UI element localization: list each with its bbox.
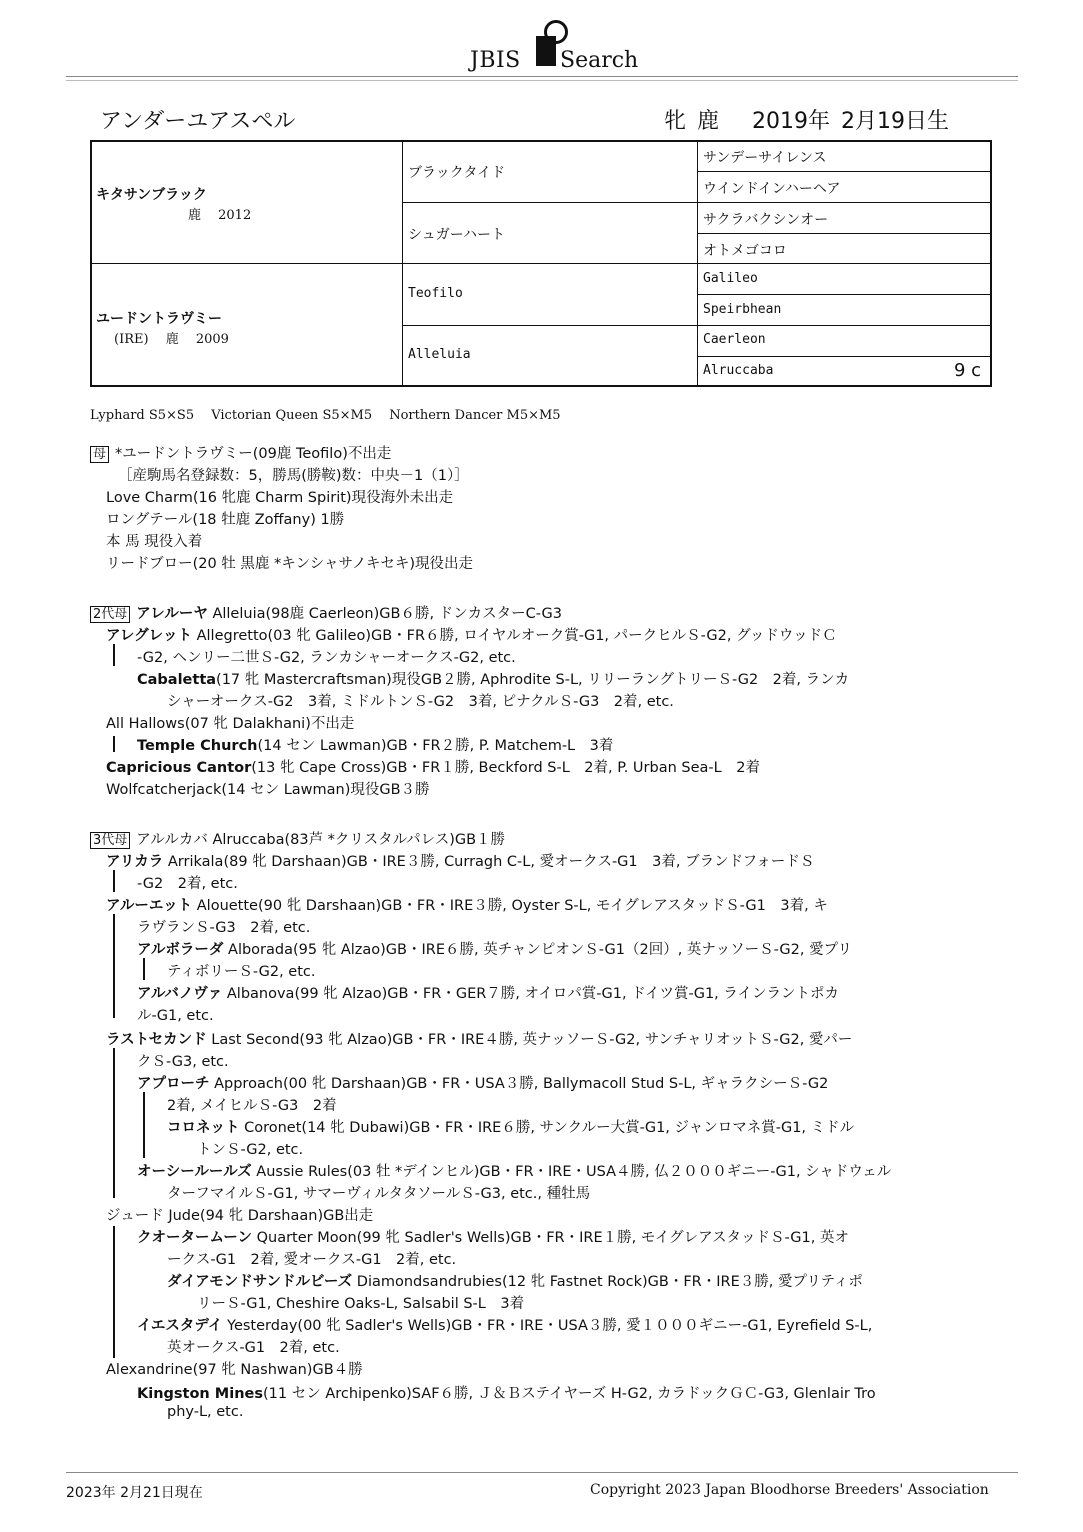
dam-name: ユードントラヴミー <box>96 311 222 327</box>
descent-bar <box>113 644 115 666</box>
section-tag: 3代母 <box>90 832 130 849</box>
pedigree-line: ラストセカンド Last Second(93 牝 Alzao)GB・FR・IRE４勝, 英ナッソーＳ-G2, サンチャリオットＳ-G2, 愛パー <box>106 1032 853 1048</box>
pedigree-line: アルボラーダ Alborada(95 牝 Alzao)GB・IRE６勝, 英チャンピオンＳ-G1（2回）, 英ナッソーＳ-G2, 愛プリ <box>137 942 853 958</box>
pedigree-line: Capricious Cantor(13 牝 Cape Cross)GB・FR１勝, Beckford S-L 2着, P. Urban Sea-L 2着 <box>106 760 760 776</box>
descent-bar <box>113 736 115 752</box>
g3-ancestor: Speirbhean <box>703 302 782 317</box>
pedigree-line: イエスタデイ Yesterday(00 牝 Sadler's Wells)GB・FR・IRE・USA３勝, 愛１０００ギニー-G1, Eyrefield S-L, <box>137 1318 873 1334</box>
g3-ancestor: Galileo <box>703 271 758 286</box>
descent-bar <box>143 958 145 980</box>
pedigree-line: ダイアモンドサンドルビーズ Diamondsandrubies(12 牝 Fastnet Rock)GB・FR・IRE３勝, 愛プリティポ <box>167 1274 863 1290</box>
pedigree-line: ターフマイルＳ-G1, サマーヴィルタタソールＳ-G3, etc., 種牡馬 <box>167 1186 591 1202</box>
dam-detail: (IRE) 鹿 2009 <box>114 332 229 347</box>
descent-bar <box>143 1092 145 1158</box>
pedigree-line: オーシールールズ Aussie Rules(03 牡 *デインヒル)GB・FR・IRE・USA４勝, 仏２０００ギニー-G1, シャドウェル <box>137 1164 892 1180</box>
header-divider-2 <box>66 80 1018 81</box>
pedigree-line: All Hallows(07 牝 Dalakhani)不出走 <box>106 716 355 732</box>
pedigree-line: アルーエット Alouette(90 牝 Darshaan)GB・FR・IRE３勝, Oyster S-L, モイグレアスタッドＳ-G1 3着, キ <box>106 898 828 914</box>
sire-dam: シュガーハート <box>408 227 506 243</box>
pedigree-line: アルバノヴァ Albanova(99 牝 Alzao)GB・FR・GER７勝, オイロパ賞-G1, ドイツ賞-G1, ラインラントポカ <box>137 986 839 1002</box>
pedigree-line: 2着, メイヒルＳ-G3 2着 <box>167 1098 337 1114</box>
sire-detail: 鹿 2012 <box>188 208 252 223</box>
pedigree-line: ティボリーＳ-G2, etc. <box>167 964 316 980</box>
descent-bar <box>113 914 115 1018</box>
pedigree-line: アプローチ Approach(00 牝 Darshaan)GB・FR・USA３勝, Ballymacoll Stud S-L, ギャラクシーＳ-G2 <box>137 1076 829 1092</box>
pedigree-line: ジュード Jude(94 牝 Darshaan)GB出走 <box>106 1208 374 1224</box>
pedigree-line: Alexandrine(97 牝 Nashwan)GB４勝 <box>106 1362 363 1378</box>
pedigree-line: -G2, ヘンリー二世Ｓ-G2, ランカシャーオークス-G2, etc. <box>137 650 516 666</box>
pedigree-line: 英オークス-G1 2着, etc. <box>167 1340 340 1356</box>
g2-head: 2代母 アレルーヤ Alleluia(98鹿 Caerleon)GB６勝, ドンカスターC-G3 <box>90 602 562 623</box>
pedigree-line: Kingston Mines(11 セン Archipenko)SAF６勝, Ｊ＆Ｂステイヤーズ H-G2, カラドックＧＣ-G3, Glenlair Tro <box>137 1386 876 1402</box>
inbreeding-line: Lyphard S5×S5 Victorian Queen S5×M5 Northern Dancer M5×M5 <box>90 408 561 423</box>
section-tag: 2代母 <box>90 606 130 623</box>
descent-bar <box>113 1226 115 1358</box>
g3-ancestor: Caerleon <box>703 332 766 347</box>
pedigree-table <box>90 140 992 387</box>
jbis-search-logo <box>470 14 639 74</box>
footer-copyright: Copyright 2023 Japan Bloodhorse Breeders' Association <box>590 1482 989 1498</box>
dam-dam: Alleluia <box>408 347 471 362</box>
pedigree-line: アレグレット Allegretto(03 牝 Galileo)GB・FR６勝, ロイヤルオーク賞-G1, パークヒルＳ-G2, グッドウッドＣ <box>106 628 837 644</box>
pedigree-line: ラヴランＳ-G3 2着, etc. <box>137 920 311 936</box>
footer-date: 2023年 2月21日現在 <box>66 1485 203 1501</box>
horse-name: アンダーユアスペル <box>100 109 296 134</box>
pedigree-line: リーＳ-G1, Cheshire Oaks-L, Salsabil S-L 3着 <box>197 1296 525 1312</box>
dam-line: リードブロー(20 牡 黒鹿 *キンシャサノキセキ)現役出走 <box>106 556 474 572</box>
sire-name: キタサンブラック <box>96 187 207 203</box>
header-divider <box>66 76 1018 77</box>
pedigree-line: phy-L, etc. <box>167 1404 244 1420</box>
descent-bar <box>113 1048 115 1198</box>
dam-sire: Teofilo <box>408 286 463 301</box>
dam-line: 母 *ユードントラヴミー(09鹿 Teofilo)不出走 <box>90 442 391 463</box>
sire-sire: ブラックタイド <box>408 165 506 181</box>
pedigree-line: ークス-G1 2着, 愛オークス-G1 2着, etc. <box>167 1252 457 1268</box>
pedigree-line: クＳ-G3, etc. <box>137 1054 229 1070</box>
g3-ancestor: サンデーサイレンス <box>703 150 827 166</box>
family-number: 9 c <box>954 360 982 381</box>
g3-ancestor: オトメゴコロ <box>703 243 787 259</box>
descent-bar <box>113 870 115 892</box>
dam-line: Love Charm(16 牝鹿 Charm Spirit)現役海外未出走 <box>106 490 454 506</box>
magnifier-icon <box>544 20 568 44</box>
pedigree-line: -G2 2着, etc. <box>137 876 238 892</box>
g3-ancestor: Alruccaba <box>703 363 774 378</box>
logo-jbis-text: JBIS <box>470 48 521 73</box>
horse-info: 牝 鹿 2019年 2月19日生 <box>664 109 949 134</box>
dam-line: ［産駒馬名登録数：5，勝馬(勝鞍)数：中央－1（1）］ <box>118 468 469 484</box>
g3-ancestor: サクラバクシンオー <box>703 212 829 228</box>
footer-divider <box>66 1472 1018 1473</box>
section-tag: 母 <box>90 446 109 463</box>
pedigree-line: Cabaletta(17 牝 Mastercraftsman)現役GB２勝, Aphrodite S-L, リリーラングトリーＳ-G2 2着, ランカ <box>137 672 850 688</box>
pedigree-line: ル-G1, etc. <box>137 1008 214 1024</box>
g3-head: 3代母 アルルカバ Alruccaba(83芦 *クリスタルパレス)GB１勝 <box>90 828 505 849</box>
dam-line: ロングテール(18 牡鹿 Zoffany) 1勝 <box>106 512 345 528</box>
pedigree-line: アリカラ Arrikala(89 牝 Darshaan)GB・IRE３勝, Curragh C-L, 愛オークス-G1 3着, ブランドフォードＳ <box>106 854 815 870</box>
logo-search-text: Search <box>560 48 639 73</box>
g3-ancestor: ウインドインハーヘア <box>703 181 841 197</box>
pedigree-line: シャーオークス-G2 3着, ミドルトンＳ-G2 3着, ピナクルＳ-G3 2着, etc. <box>167 694 674 710</box>
dam-line: 本 馬 現役入着 <box>106 534 203 550</box>
pedigree-line: Wolfcatcherjack(14 セン Lawman)現役GB３勝 <box>106 782 430 798</box>
pedigree-line: クオータームーン Quarter Moon(99 牝 Sadler's Wells)GB・FR・IRE１勝, モイグレアスタッドＳ-G1, 英オ <box>137 1230 849 1246</box>
pedigree-line: Temple Church(14 セン Lawman)GB・FR２勝, P. Matchem-L 3着 <box>137 738 614 754</box>
pedigree-line: コロネット Coronet(14 牝 Dubawi)GB・FR・IRE６勝, サンクルー大賞-G1, ジャンロマネ賞-G1, ミドル <box>167 1120 855 1136</box>
pedigree-line: トンＳ-G2, etc. <box>197 1142 304 1158</box>
